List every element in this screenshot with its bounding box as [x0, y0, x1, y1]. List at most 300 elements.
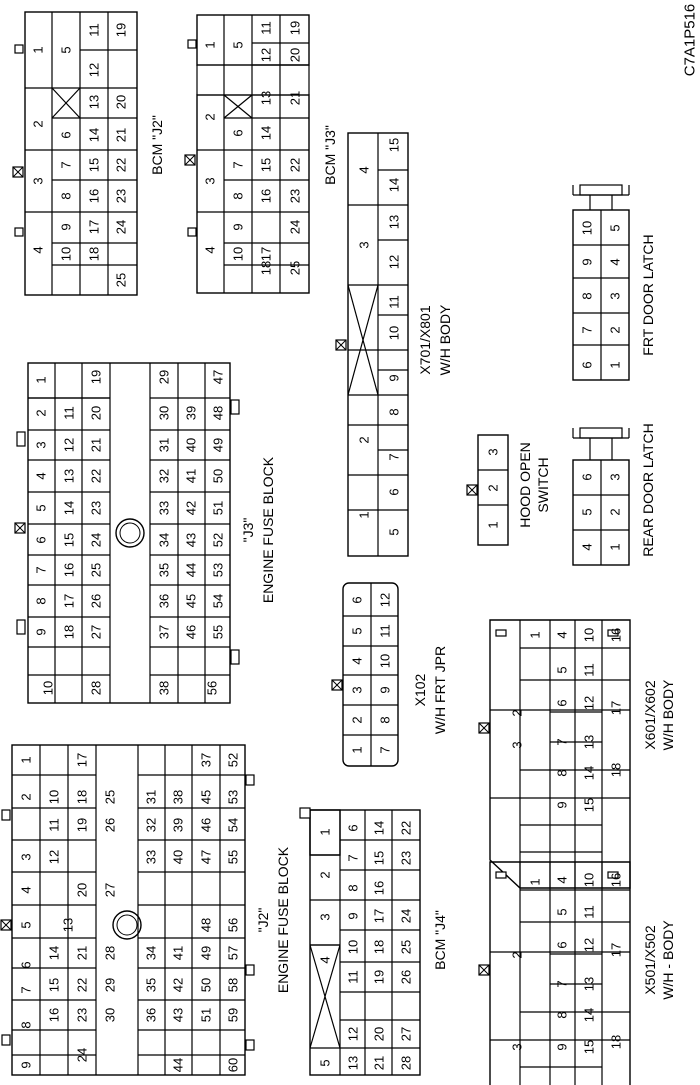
pin-number: 2 — [317, 871, 333, 879]
pin-number: 9 — [554, 801, 570, 809]
pin-number: 16 — [608, 872, 624, 888]
pin-number: 21 — [88, 437, 104, 453]
pin-number: 8 — [18, 1021, 34, 1029]
pin-number: 14 — [371, 820, 387, 836]
pin-number: 12 — [386, 254, 402, 270]
pin-number: 22 — [113, 157, 129, 173]
pin-number: 3 — [509, 741, 525, 749]
pin-number: 10 — [581, 627, 597, 643]
pin-number: 3 — [485, 448, 501, 456]
pin-number: 32 — [143, 817, 159, 833]
pin-number: 24 — [88, 532, 104, 548]
pin-number: 20 — [113, 94, 129, 110]
pin-number: 22 — [88, 468, 104, 484]
pin-number: 35 — [143, 977, 159, 993]
connector-label: SWITCH — [535, 457, 551, 513]
connector-bcm-j2 — [13, 12, 165, 295]
pin-number: 23 — [88, 500, 104, 516]
pin-number: 5 — [33, 504, 49, 512]
pin-number: 48 — [210, 405, 226, 421]
connector-label: W/H BODY — [660, 679, 676, 751]
pin-number: 3 — [356, 241, 372, 249]
pin-number: 1 — [607, 543, 623, 551]
pin-number: 10 — [579, 220, 595, 236]
pin-number: 7 — [33, 566, 49, 574]
pin-number: 29 — [102, 977, 118, 993]
pin-number: 12 — [86, 62, 102, 78]
key-tab — [300, 808, 310, 818]
pin-number: 4 — [607, 258, 623, 266]
pin-number: 9 — [345, 912, 361, 920]
pin-number: 37 — [156, 624, 172, 640]
pin-number: 5 — [607, 224, 623, 232]
pin-number: 6 — [554, 699, 570, 707]
pin-number: 4 — [317, 956, 333, 964]
pin-number: 13 — [386, 214, 402, 230]
pin-number: 2 — [349, 716, 365, 724]
pin-number: 19 — [287, 20, 303, 36]
connector-label: "J3" — [240, 517, 256, 543]
key-tab — [496, 630, 506, 636]
pin-number: 21 — [287, 90, 303, 106]
key-tab — [231, 400, 239, 414]
pin-number: 9 — [554, 1043, 570, 1051]
key-tab — [496, 872, 506, 878]
pin-number: 16 — [371, 880, 387, 896]
pin-number: 27 — [88, 624, 104, 640]
pin-number: 20 — [371, 1026, 387, 1042]
pin-number: 59 — [225, 1007, 241, 1023]
pin-number: 33 — [143, 849, 159, 865]
pin-number: 24 — [287, 219, 303, 235]
pin-number: 31 — [156, 437, 172, 453]
pin-number: 45 — [198, 789, 214, 805]
connector-engine-fuse-block-j2 — [1, 745, 291, 1075]
locking-tab-icon — [479, 723, 489, 733]
pin-number: 8 — [230, 192, 246, 200]
pin-number: 14 — [61, 500, 77, 516]
pin-number: 58 — [225, 977, 241, 993]
pin-number: 21 — [113, 127, 129, 143]
pin-number: 38 — [170, 789, 186, 805]
pin-number: 54 — [210, 593, 226, 609]
pin-number: 10 — [345, 939, 361, 955]
pin-number: 30 — [102, 1007, 118, 1023]
pin-number: 17 — [371, 908, 387, 924]
pin-number: 6 — [345, 824, 361, 832]
pin-number: 49 — [198, 945, 214, 961]
connector-label: BCM "J4" — [432, 910, 448, 970]
pin-number: 4 — [30, 246, 46, 254]
pin-number: 25 — [102, 789, 118, 805]
pin-number: 14 — [581, 1007, 597, 1023]
connector-x102 — [332, 583, 448, 766]
pin-number: 27 — [398, 1026, 414, 1042]
pin-number: 2 — [509, 951, 525, 959]
pin-number: 15 — [86, 157, 102, 173]
pin-number: 23 — [398, 850, 414, 866]
pin-number: 4 — [579, 543, 595, 551]
pin-number: 5 — [386, 528, 402, 536]
pin-number: 18 — [61, 624, 77, 640]
pin-number: 5 — [317, 1059, 333, 1067]
pin-number: 16 — [61, 562, 77, 578]
pin-number: 7 — [554, 738, 570, 746]
connector-label: ENGINE FUSE BLOCK — [275, 846, 291, 994]
pin-number: 10 — [40, 680, 56, 696]
pin-number: 14 — [258, 125, 274, 141]
connector-label: "J2" — [255, 907, 271, 933]
pin-number: 1 — [527, 878, 543, 886]
pin-number: 52 — [210, 532, 226, 548]
pin-number: 24 — [398, 908, 414, 924]
pin-number: 36 — [156, 593, 172, 609]
pin-number: 14 — [581, 765, 597, 781]
pin-number: 29 — [156, 369, 172, 385]
pin-number: 46 — [183, 624, 199, 640]
connector-label: W/H FRT JPR — [432, 645, 448, 735]
pin-number: 16 — [86, 188, 102, 204]
pin-number: 6 — [230, 129, 246, 137]
locking-tab-icon — [332, 680, 342, 690]
pin-number: 22 — [287, 157, 303, 173]
pin-number: 10 — [230, 246, 246, 262]
connector-x601-x602 — [479, 620, 676, 888]
key-tab — [17, 432, 25, 446]
pin-number: 46 — [198, 817, 214, 833]
pin-number: 9 — [58, 223, 74, 231]
pin-number: 18 — [86, 246, 102, 262]
pin-number: 13 — [581, 734, 597, 750]
pin-number: 12 — [61, 437, 77, 453]
pin-number: 7 — [230, 161, 246, 169]
pin-number: 41 — [183, 468, 199, 484]
locking-tab-icon — [185, 155, 195, 165]
pin-number: 22 — [74, 977, 90, 993]
connector-x701-x801 — [336, 133, 453, 556]
pin-number: 6 — [579, 473, 595, 481]
pin-number: 39 — [170, 817, 186, 833]
pin-number: 25 — [398, 939, 414, 955]
pin-number: 2 — [607, 326, 623, 334]
pin-number: 48 — [198, 917, 214, 933]
pin-number: 1 — [18, 756, 34, 764]
pin-number: 18 — [258, 260, 274, 276]
pin-number: 3 — [18, 853, 34, 861]
pin-number: 51 — [210, 500, 226, 516]
pin-number: 1 — [527, 631, 543, 639]
pin-number: 9 — [386, 374, 402, 382]
pin-number: 16 — [608, 627, 624, 643]
connector-label: HOOD OPEN — [517, 442, 533, 528]
pin-number: 40 — [170, 849, 186, 865]
pin-number: 15 — [386, 137, 402, 153]
pin-number: 19 — [88, 369, 104, 385]
pin-number: 8 — [33, 597, 49, 605]
pin-number: 3 — [509, 1043, 525, 1051]
pin-number: 4 — [349, 657, 365, 665]
pin-number: 36 — [143, 1007, 159, 1023]
pin-number: 5 — [579, 508, 595, 516]
pin-number: 11 — [581, 905, 597, 919]
pin-number: 3 — [30, 177, 46, 185]
pin-number: 15 — [61, 532, 77, 548]
mounting-hole — [117, 915, 137, 935]
key-tab — [2, 810, 10, 820]
pin-number: 14 — [86, 127, 102, 143]
pin-number: 18 — [74, 789, 90, 805]
pin-number: 32 — [156, 468, 172, 484]
pin-number: 38 — [156, 680, 172, 696]
pin-number: 9 — [230, 223, 246, 231]
key-tab — [246, 965, 254, 975]
pin-number: 3 — [202, 177, 218, 185]
pin-number: 25 — [287, 260, 303, 276]
connector-rear-door-latch — [573, 423, 656, 565]
locking-tab-icon — [13, 167, 23, 177]
pin-number: 8 — [58, 192, 74, 200]
pin-number: 9 — [33, 628, 49, 636]
pin-number: 2 — [509, 709, 525, 717]
pin-number: 4 — [18, 886, 34, 894]
connector-label: W/H - BODY — [660, 920, 676, 1000]
pin-number: 18 — [608, 1034, 624, 1050]
outline — [490, 620, 630, 888]
key-tab — [246, 1040, 254, 1050]
pin-number: 9 — [377, 686, 393, 694]
pin-number: 2 — [607, 508, 623, 516]
pin-number: 19 — [74, 817, 90, 833]
pin-number: 10 — [386, 325, 402, 341]
pin-number: 55 — [210, 624, 226, 640]
connector-label: REAR DOOR LATCH — [640, 423, 656, 557]
pin-number: 33 — [156, 500, 172, 516]
pin-number: 60 — [225, 1057, 241, 1073]
pin-number: 56 — [225, 917, 241, 933]
pin-number: 6 — [386, 488, 402, 496]
key-tab — [188, 40, 196, 48]
pin-number: 42 — [183, 500, 199, 516]
connector-bcm-j3 — [185, 15, 338, 293]
pin-number: 6 — [18, 961, 34, 969]
pin-number: 4 — [356, 166, 372, 174]
pin-number: 8 — [554, 769, 570, 777]
pin-number: 24 — [74, 1047, 90, 1063]
key-tab — [17, 620, 25, 634]
pin-number: 7 — [345, 854, 361, 862]
pin-number: 7 — [579, 326, 595, 334]
pin-number: 4 — [554, 631, 570, 639]
pin-number: 45 — [183, 593, 199, 609]
pin-number: 15 — [46, 977, 62, 993]
pin-number: 10 — [377, 653, 393, 669]
pin-number: 1 — [30, 46, 46, 54]
pin-number: 13 — [60, 917, 76, 933]
mounting-hole — [120, 523, 140, 543]
pin-number: 1 — [356, 511, 372, 519]
pin-number: 3 — [607, 292, 623, 300]
key-tab — [580, 428, 622, 438]
pin-number: 57 — [225, 945, 241, 961]
connector-label: X601/X602 — [642, 680, 658, 750]
pin-number: 2 — [485, 484, 501, 492]
pin-number: 25 — [113, 272, 129, 288]
pin-number: 52 — [225, 752, 241, 768]
pin-number: 47 — [198, 849, 214, 865]
connector-label: BCM "J2" — [149, 115, 165, 175]
pin-number: 51 — [198, 1007, 214, 1023]
pin-number: 10 — [46, 789, 62, 805]
pin-number: 39 — [183, 405, 199, 421]
connector-label: X102 — [412, 673, 428, 707]
pin-number: 56 — [204, 680, 220, 696]
pin-number: 1 — [202, 41, 218, 49]
connector-label: W/H BODY — [437, 304, 453, 376]
pin-number: 28 — [398, 1055, 414, 1071]
pin-number: 28 — [102, 945, 118, 961]
pin-number: 50 — [198, 977, 214, 993]
pin-number: 12 — [345, 1026, 361, 1042]
pin-number: 7 — [386, 453, 402, 461]
pin-number: 1 — [485, 521, 501, 529]
pin-number: 17 — [61, 593, 77, 609]
locking-tab-icon — [467, 485, 477, 495]
pin-number: 15 — [371, 850, 387, 866]
pin-number: 47 — [210, 369, 226, 385]
pin-number: 7 — [554, 980, 570, 988]
pin-number: 18 — [371, 939, 387, 955]
pin-number: 17 — [86, 219, 102, 235]
pin-number: 11 — [258, 21, 274, 35]
key-tab — [580, 185, 622, 195]
pin-number: 3 — [607, 473, 623, 481]
pin-number: 17 — [608, 700, 624, 716]
key-tab — [246, 775, 254, 785]
pin-number: 18 — [608, 762, 624, 778]
pin-number: 27 — [102, 882, 118, 898]
connector-engine-fuse-block-j3 — [15, 363, 276, 703]
pin-number: 12 — [258, 47, 274, 63]
pin-number: 5 — [554, 666, 570, 674]
pin-number: 13 — [345, 1055, 361, 1071]
pin-number: 6 — [579, 361, 595, 369]
pin-number: 15 — [581, 797, 597, 813]
locking-tab-icon — [15, 523, 25, 533]
pin-number: 13 — [61, 468, 77, 484]
pin-number: 9 — [18, 1061, 34, 1069]
pin-number: 43 — [183, 532, 199, 548]
pin-number: 54 — [225, 817, 241, 833]
outline — [28, 363, 230, 703]
pin-number: 5 — [18, 921, 34, 929]
pin-number: 28 — [88, 680, 104, 696]
pin-number: 3 — [349, 686, 365, 694]
pin-number: 44 — [183, 562, 199, 578]
key-tab — [2, 1035, 10, 1045]
pin-number: 12 — [581, 695, 597, 711]
pin-number: 20 — [74, 882, 90, 898]
pin-number: 8 — [579, 292, 595, 300]
pin-number: 1 — [607, 361, 623, 369]
pin-number: 15 — [581, 1039, 597, 1055]
pin-number: 5 — [554, 908, 570, 916]
pin-number: 55 — [225, 849, 241, 865]
key-tab — [15, 45, 23, 53]
connector-label: BCM "J3" — [322, 125, 338, 185]
pin-number: 7 — [377, 746, 393, 754]
pin-number: 20 — [287, 47, 303, 63]
pin-number: 21 — [371, 1055, 387, 1071]
pin-number: 42 — [170, 977, 186, 993]
pin-number: 11 — [345, 970, 361, 984]
pin-number: 14 — [46, 945, 62, 961]
pin-number: 26 — [398, 969, 414, 985]
pin-number: 53 — [210, 562, 226, 578]
locking-tab-icon — [479, 965, 489, 975]
pin-number: 8 — [345, 884, 361, 892]
pin-number: 25 — [88, 562, 104, 578]
pin-number: 3 — [317, 913, 333, 921]
pin-number: 1 — [33, 376, 49, 384]
pin-number: 35 — [156, 562, 172, 578]
pin-number: 11 — [86, 23, 102, 37]
pin-number: 10 — [58, 246, 74, 262]
pin-number: 12 — [46, 849, 62, 865]
pin-number: 34 — [143, 945, 159, 961]
pin-number: 9 — [579, 258, 595, 266]
pin-number: 22 — [398, 820, 414, 836]
pin-number: 23 — [113, 188, 129, 204]
connector-label: X501/X502 — [642, 925, 658, 995]
pin-number: 8 — [386, 408, 402, 416]
locking-tab-icon — [336, 340, 346, 350]
pin-number: 1 — [349, 746, 365, 754]
pin-number: 13 — [581, 976, 597, 992]
pin-number: 53 — [225, 789, 241, 805]
pin-number: 17 — [258, 246, 274, 262]
pin-number: 2 — [356, 436, 372, 444]
pin-number: 13 — [258, 90, 274, 106]
pin-number: 20 — [88, 405, 104, 421]
pin-number: 11 — [581, 663, 597, 677]
pin-number: 34 — [156, 532, 172, 548]
pin-number: 2 — [202, 113, 218, 121]
pin-number: 43 — [170, 1007, 186, 1023]
pin-number: 23 — [74, 1007, 90, 1023]
pin-number: 7 — [58, 161, 74, 169]
pin-number: 14 — [386, 177, 402, 193]
pin-number: 44 — [170, 1057, 186, 1073]
pin-number: 19 — [371, 969, 387, 985]
pin-number: 41 — [170, 945, 186, 961]
pin-number: 2 — [18, 793, 34, 801]
pin-number: 15 — [258, 157, 274, 173]
pin-number: 49 — [210, 437, 226, 453]
pin-number: 5 — [349, 627, 365, 635]
pin-number: 7 — [18, 986, 34, 994]
pin-number: 11 — [386, 295, 402, 309]
connector-bcm-j4 — [300, 808, 448, 1075]
pin-number: 8 — [377, 716, 393, 724]
pin-number: 10 — [581, 872, 597, 888]
key-tab — [231, 650, 239, 664]
pin-number: 6 — [33, 536, 49, 544]
pin-number: 26 — [102, 817, 118, 833]
pin-number: 12 — [377, 592, 393, 608]
pin-number: 24 — [113, 219, 129, 235]
pin-number: 19 — [113, 22, 129, 38]
pin-number: 26 — [88, 593, 104, 609]
